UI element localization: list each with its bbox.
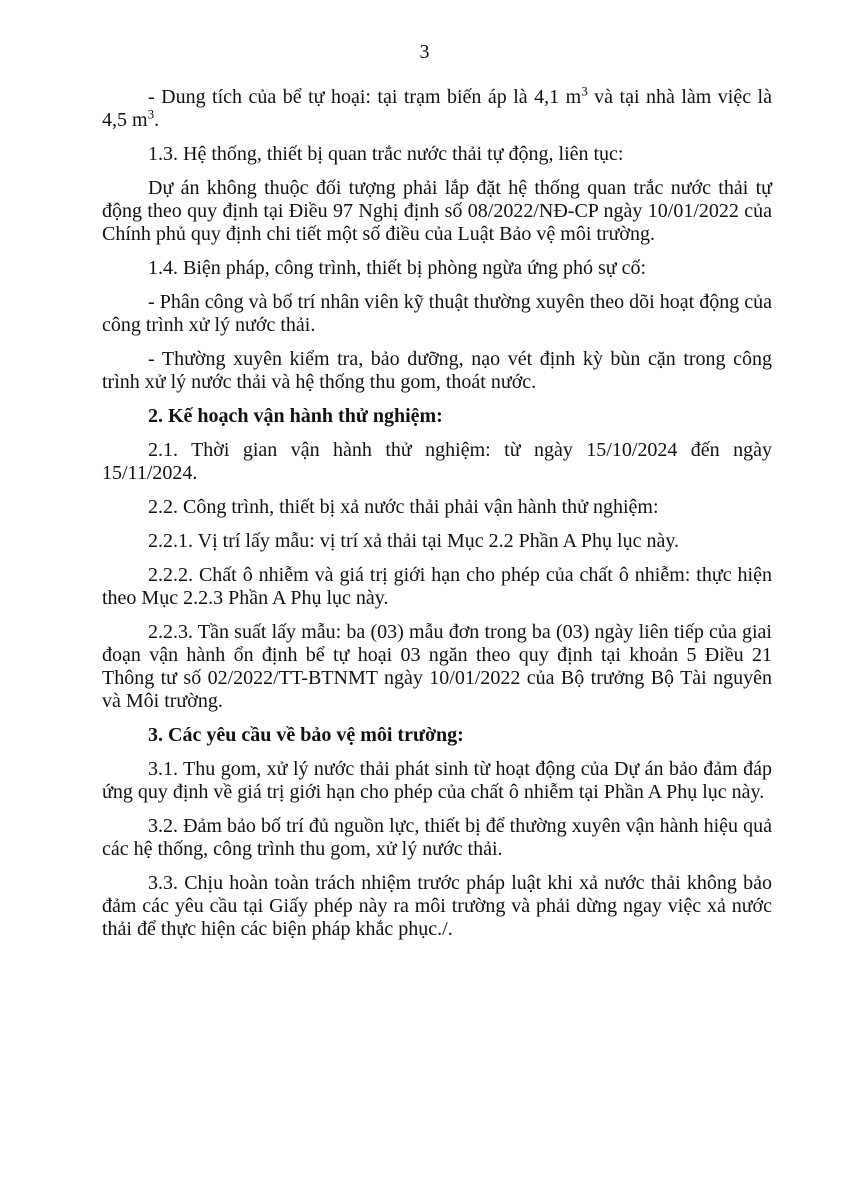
section-2-2-3: 2.2.3. Tần suất lấy mẫu: ba (03) mẫu đơn trong ba (03) ngày liên tiếp của giai đoạn vận hành ổn định bể tự hoại 03 ngăn theo quy định tại khoản 5 Điều 21 Thông tư số 02/2022/TT-BTNMT ngày 10/01/2022 của Bộ trưởng Bộ Tài nguyên và Môi trường. xyxy=(102,621,772,712)
section-3-2: 3.2. Đảm bảo bố trí đủ nguồn lực, thiết bị để thường xuyên vận hành hiệu quả các hệ thống, công trình thu gom, xử lý nước thải. xyxy=(102,815,772,860)
section-1-3-body: Dự án không thuộc đối tượng phải lắp đặt hệ thống quan trắc nước thải tự động theo quy định tại Điều 97 Nghị định số 08/2022/NĐ-CP ngày 10/01/2022 của Chính phủ quy định chi tiết một số điều của Luật Bảo vệ môi trường. xyxy=(102,177,772,245)
section-2-2: 2.2. Công trình, thiết bị xả nước thải phải vận hành thử nghiệm: xyxy=(148,496,659,518)
section-2-2-2: 2.2.2. Chất ô nhiễm và giá trị giới hạn cho phép của chất ô nhiễm: thực hiện theo Mục 2.2.3 Phần A Phụ lục này. xyxy=(102,564,772,609)
tank-volume-paragraph xyxy=(102,83,772,132)
superscript-2: 3 xyxy=(147,106,155,122)
tank-volume-text: - Dung tích của bể tự hoại: tại trạm biến áp là 4,1 m xyxy=(148,86,582,108)
tank-volume-suffix: . xyxy=(154,109,160,131)
section-2-1: 2.1. Thời gian vận hành thử nghiệm: từ ngày 15/10/2024 đến ngày 15/11/2024. xyxy=(102,439,772,484)
superscript-1: 3 xyxy=(581,83,588,99)
section-2-2-1: 2.2.1. Vị trí lấy mẫu: vị trí xả thải tại Mục 2.2 Phần A Phụ lục này. xyxy=(148,530,680,552)
section-3-3: 3.3. Chịu hoàn toàn trách nhiệm trước pháp luật khi xả nước thải không bảo đảm các yêu cầu tại Giấy phép này ra môi trường và phải dừng ngay việc xả nước thải để thực hiện các biện pháp khắc phục./. xyxy=(102,872,772,940)
section-3-heading: 3. Các yêu cầu về bảo vệ môi trường: xyxy=(148,724,464,746)
page-number: 3 xyxy=(419,41,430,63)
section-1-4-item: - Thường xuyên kiểm tra, bảo dưỡng, nạo vét định kỳ bùn cặn trong công trình xử lý nước thải và hệ thống thu gom, thoát nước. xyxy=(102,348,772,393)
section-3-1: 3.1. Thu gom, xử lý nước thải phát sinh từ hoạt động của Dự án bảo đảm đáp ứng quy định về giá trị giới hạn cho phép của chất ô nhiễm tại Phần A Phụ lục này. xyxy=(102,758,772,803)
section-2-heading: 2. Kế hoạch vận hành thử nghiệm: xyxy=(148,405,443,427)
tank-volume-text-2: và tại nhà làm việc là 4,5 m xyxy=(102,86,772,131)
section-1-4-item: - Phân công và bố trí nhân viên kỹ thuật thường xuyên theo dõi hoạt động của công trình xử lý nước thải. xyxy=(102,291,772,336)
section-1-3-title: 1.3. Hệ thống, thiết bị quan trắc nước thải tự động, liên tục: xyxy=(148,143,624,165)
document-body xyxy=(102,83,772,952)
section-1-4-title: 1.4. Biện pháp, công trình, thiết bị phòng ngừa ứng phó sự cố: xyxy=(148,257,647,279)
